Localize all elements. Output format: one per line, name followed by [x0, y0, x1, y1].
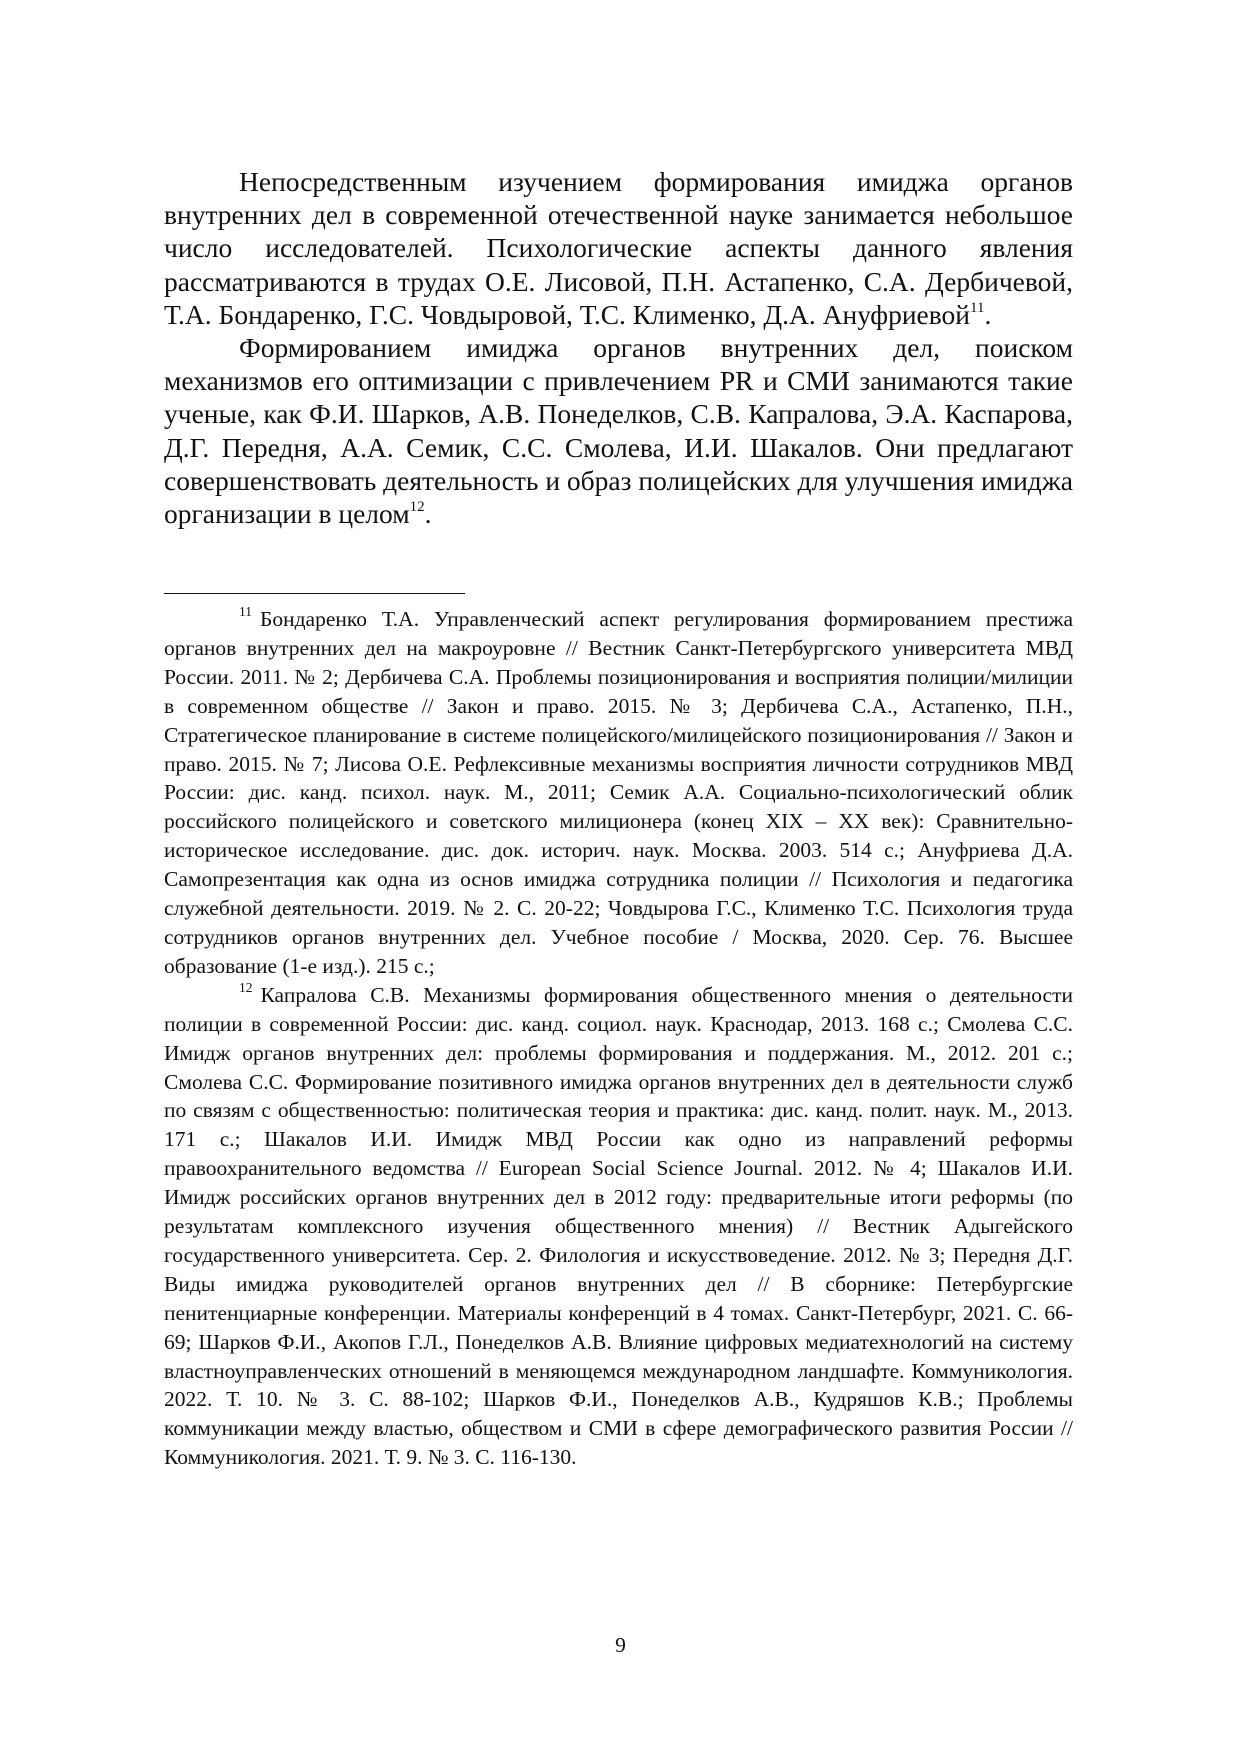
page-number: 9: [615, 1633, 626, 1657]
main-text: [164, 165, 1073, 530]
footnote-11: [164, 605, 1073, 981]
footnote-number-11: 11: [239, 603, 252, 619]
footnote-12: [164, 981, 1073, 1472]
footnote-number-12: 12: [239, 979, 253, 995]
paragraph-2-end: .: [424, 498, 432, 530]
footnote-separator: [164, 593, 465, 594]
footnote-11-text: Бондаренко Т.А. Управленческий аспект регулирования формированием престижа органов внутренних дел на макроуровне // Вестник Санкт-Петербургского университета МВД России. 2011. № 2; Дербичева С.А. Проблемы позиционирования и восприятия полиции/милиции в современном обществе // Закон и право. 2015. № 3; Дербичева С.А., Астапенко, П.Н., Стратегическое планирование в системе полицейского/милицейского позиционирования // Закон и право. 2015. № 7; Лисова О.Е. Рефлексивные механизмы восприятия личности сотрудников МВД России: дис. канд. психол. наук. М., 2011; Семик А.А. Социально-психологический облик российского полицейского и советского милиционера (конец XIX – XX век): Сравнительно-историческое исследование. дис. док. историч. наук. Москва. 2003. 514 с.; Ануфриева Д.А. Самопрезентация как одна из основ имиджа сотрудника полиции // Психология и педагогика служебной деятельности. 2019. № 2. С. 20-22; Човдырова Г.С., Клименко Т.С. Психология труда сотрудников органов внутренних дел. Учебное пособие / Москва, 2020. Сер. 76. Высшее образование (1-е изд.). 215 с.;: [164, 607, 1073, 978]
footnotes: [164, 605, 1073, 1472]
footnote-12-text: Капралова С.В. Механизмы формирования общественного мнения о деятельности полиции в современной России: дис. канд. социол. наук. Краснодар, 2013. 168 с.; Смолева С.С. Имидж органов внутренних дел: проблемы формирования и поддержания. М., 2012. 201 с.; Смолева С.С. Формирование позитивного имиджа органов внутренних дел в деятельности служб по связям с общественностью: политическая теория и практика: дис. канд. полит. наук. М., 2013. 171 с.; Шакалов И.И. Имидж МВД России как одно из направлений реформы правоохранительного ведомства // European Social Science Journal. 2012. № 4; Шакалов И.И. Имидж российских органов внутренних дел в 2012 году: предварительные итоги реформы (по результатам комплексного изучения общественного мнения) // Вестник Адыгейского государственного университета. Сер. 2. Филология и искусствоведение. 2012. № 3; Передня Д.Г. Виды имиджа руководителей органов внутренних дел // В сборнике: Петербургские пенитенциарные конференции. Материалы конференций в 4 томах. Санкт-Петербург, 2021. С. 66-69; Шарков Ф.И., Акопов Г.Л., Понеделков А.В. Влияние цифровых медиатехнологий на систему властноуправленческих отношений в меняющемся международном ландшафте. Коммуникология. 2022. Т. 10. № 3. С. 88-102; Шарков Ф.И., Понеделков А.В., Кудряшов К.В.; Проблемы коммуникации между властью, обществом и СМИ в сфере демографического развития России // Коммуникология. 2021. Т. 9. № 3. С. 116-130.: [164, 982, 1073, 1470]
paragraph-1-end: .: [984, 298, 992, 330]
paragraph-2-text: Формированием имиджа органов внутренних дел, поиском механизмов его оптимизации с привлечением PR и СМИ занимаются такие ученые, как Ф.И. Шарков, А.В. Понеделков, С.В. Капралова, Э.А. Каспарова, Д.Г. Передня, А.А. Семик, С.С. Смолева, И.И. Шакалов. Они предлагают совершенствовать деятельность и образ полицейских для улучшения имиджа организации в целом: [164, 332, 1073, 530]
footnote-ref-11[interactable]: 11: [970, 299, 985, 316]
footnote-ref-12[interactable]: 12: [409, 498, 425, 515]
paragraph-1: [164, 165, 1073, 331]
paragraph-1-text: Непосредственным изучением формирования имиджа органов внутренних дел в современной отечественной науке занимается небольшое число исследователей. Психологические аспекты данного явления рассматриваются в трудах О.Е. Лисовой, П.Н. Астапенко, С.А. Дербичевой, Т.А. Бондаренко, Г.С. Човдыровой, Т.С. Клименко, Д.А. Ануфриевой: [164, 166, 1073, 330]
paragraph-2: [164, 331, 1073, 530]
